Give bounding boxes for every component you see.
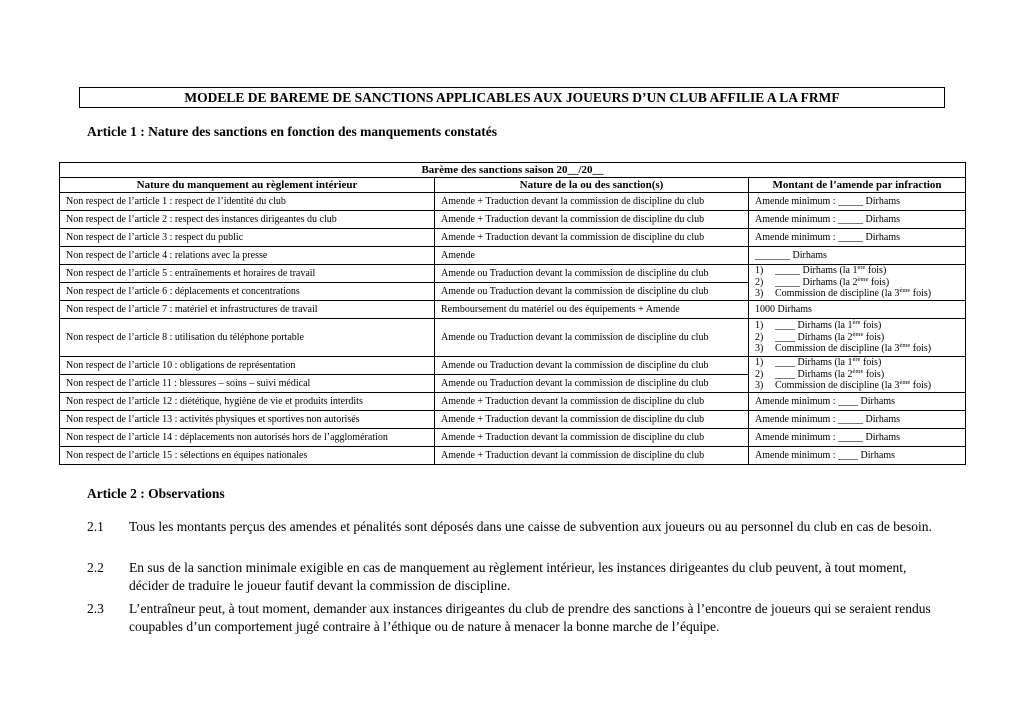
row-montant: Amende minimum : _____ Dirhams	[749, 193, 966, 211]
row-nature: Non respect de l’article 8 : utilisation du téléphone portable	[60, 319, 435, 357]
row-sanction: Amende + Traduction devant la commission de discipline du club	[435, 193, 749, 211]
table-row	[60, 319, 966, 357]
row-nature: Non respect de l’article 5 : entraînements et horaires de travail	[60, 265, 435, 283]
row-montant: Amende minimum : _____ Dirhams	[749, 211, 966, 229]
table-row	[60, 211, 966, 229]
graduated-montant	[749, 265, 966, 301]
row-nature: Non respect de l’article 15 : sélections en équipes nationales	[60, 447, 435, 465]
row-nature: Non respect de l’article 2 : respect des instances dirigeantes du club	[60, 211, 435, 229]
item-text: Commission de discipline (la 3ème fois)	[775, 379, 932, 392]
item-text: ____ Dirhams (la 2ème fois)	[775, 367, 885, 380]
row-sanction: Amende ou Traduction devant la commission de discipline du club	[435, 265, 749, 283]
row-sanction: Amende ou Traduction devant la commission de discipline du club	[435, 319, 749, 357]
column-header-montant: Montant de l’amende par infraction	[749, 178, 966, 193]
row-montant: Amende minimum : _____ Dirhams	[749, 229, 966, 247]
item-text: _____ Dirhams (la 1ère fois)	[775, 264, 887, 277]
row-nature: Non respect de l’article 7 : matériel et infrastructures de travail	[60, 301, 435, 319]
observation-item	[87, 600, 947, 636]
table-row	[60, 357, 966, 375]
row-nature: Non respect de l’article 11 : blessures – soins – suivi médical	[60, 375, 435, 393]
row-montant: Amende minimum : ____ Dirhams	[749, 393, 966, 411]
item-number: 2)	[755, 331, 764, 343]
row-nature: Non respect de l’article 6 : déplacements et concentrations	[60, 283, 435, 301]
column-header-nature: Nature du manquement au règlement intérieur	[60, 178, 435, 193]
row-nature: Non respect de l’article 1 : respect de l’identité du club	[60, 193, 435, 211]
item-text: Commission de discipline (la 3ème fois)	[775, 342, 932, 355]
row-nature: Non respect de l’article 14 : déplacements non autorisés hors de l’agglomération	[60, 429, 435, 447]
item-number: 1)	[755, 265, 764, 277]
row-sanction: Remboursement du matériel ou des équipements + Amende	[435, 301, 749, 319]
item-number: 3)	[755, 343, 764, 355]
table-caption: Barème des sanctions saison 20__/20__	[60, 163, 966, 178]
observation-number: 2.2	[87, 560, 104, 575]
graduated-montant	[749, 319, 966, 357]
row-sanction: Amende ou Traduction devant la commission de discipline du club	[435, 283, 749, 301]
row-montant: Amende minimum : _____ Dirhams	[749, 411, 966, 429]
table-row	[60, 411, 966, 429]
row-montant: _______ Dirhams	[749, 247, 966, 265]
row-montant: Amende minimum : ____ Dirhams	[749, 447, 966, 465]
graduated-montant	[749, 357, 966, 393]
table-row	[60, 247, 966, 265]
item-number: 2)	[755, 276, 764, 288]
row-montant: 1000 Dirhams	[749, 301, 966, 319]
row-sanction: Amende + Traduction devant la commission de discipline du club	[435, 447, 749, 465]
observation-text: Tous les montants perçus des amendes et pénalités sont déposés dans une caisse de subvention aux joueurs ou au personnel du club en cas de besoin.	[129, 519, 932, 534]
row-sanction: Amende ou Traduction devant la commission de discipline du club	[435, 357, 749, 375]
item-number: 3)	[755, 380, 764, 392]
row-nature: Non respect de l’article 3 : respect du public	[60, 229, 435, 247]
item-number: 1)	[755, 357, 764, 369]
table-row	[60, 193, 966, 211]
row-nature: Non respect de l’article 12 : diététique, hygiène de vie et produits interdits	[60, 393, 435, 411]
row-nature: Non respect de l’article 13 : activités physiques et sportives non autorisés	[60, 411, 435, 429]
row-nature: Non respect de l’article 10 : obligations de représentation	[60, 357, 435, 375]
column-header-sanction: Nature de la ou des sanction(s)	[435, 178, 749, 193]
article-2-heading: Article 2 : Observations	[87, 486, 225, 501]
item-text: _____ Dirhams (la 2ème fois)	[775, 275, 890, 288]
row-montant: Amende minimum : _____ Dirhams	[749, 429, 966, 447]
row-sanction: Amende + Traduction devant la commission de discipline du club	[435, 393, 749, 411]
table-row	[60, 265, 966, 283]
row-sanction: Amende + Traduction devant la commission de discipline du club	[435, 211, 749, 229]
article-1-heading: Article 1 : Nature des sanctions en fonction des manquements constatés	[87, 124, 497, 139]
row-nature: Non respect de l’article 4 : relations avec la presse	[60, 247, 435, 265]
observation-number: 2.3	[87, 601, 104, 616]
observation-item	[87, 559, 947, 595]
document-title: MODELE DE BAREME DE SANCTIONS APPLICABLES AUX JOUEURS D’UN CLUB AFFILIE A LA FRMF	[79, 87, 945, 108]
table-row	[60, 447, 966, 465]
observation-number: 2.1	[87, 519, 104, 534]
item-number: 3)	[755, 288, 764, 300]
table-row	[60, 301, 966, 319]
item-number: 1)	[755, 320, 764, 332]
table-row	[60, 429, 966, 447]
row-sanction: Amende + Traduction devant la commission de discipline du club	[435, 229, 749, 247]
table-row	[60, 393, 966, 411]
item-text: Commission de discipline (la 3ème fois)	[775, 287, 932, 300]
row-sanction: Amende + Traduction devant la commission de discipline du club	[435, 411, 749, 429]
item-text: ____ Dirhams (la 2ème fois)	[775, 330, 885, 343]
row-sanction: Amende ou Traduction devant la commission de discipline du club	[435, 375, 749, 393]
sanctions-table	[59, 162, 966, 465]
row-sanction: Amende + Traduction devant la commission de discipline du club	[435, 429, 749, 447]
item-text: ____ Dirhams (la 1ère fois)	[775, 319, 882, 332]
observation-text: L’entraîneur peut, à tout moment, demander aux instances dirigeantes du club de prendre des sanctions à l’encontre de joueurs qui se seraient rendus coupables d’un comportement jugé contraire à l’éthique ou de nature à menacer la bonne marche de l’équipe.	[129, 601, 931, 634]
item-number: 2)	[755, 368, 764, 380]
observation-item	[87, 518, 947, 536]
observation-text: En sus de la sanction minimale exigible en cas de manquement au règlement intérieur, les instances dirigeantes du club peuvent, à tout moment, décider de traduire le joueur fautif devant la commission de discipline.	[129, 560, 907, 593]
table-row	[60, 229, 966, 247]
row-sanction: Amende	[435, 247, 749, 265]
item-text: ____ Dirhams (la 1ère fois)	[775, 356, 882, 369]
